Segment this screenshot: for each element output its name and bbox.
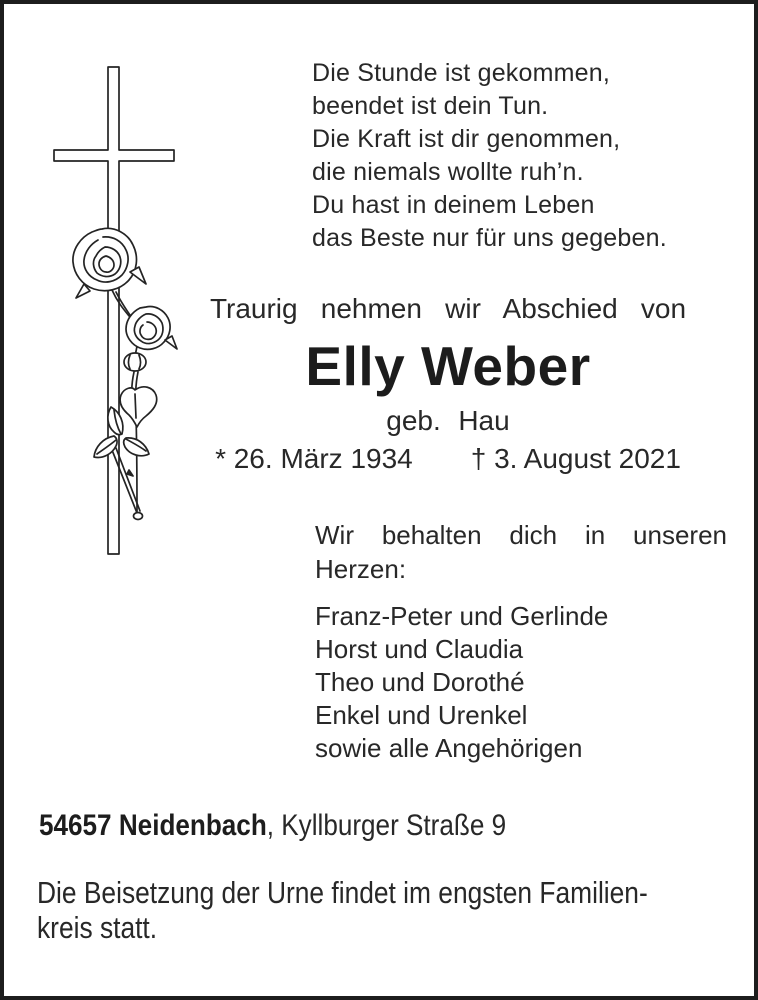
heading-block <box>172 293 724 474</box>
address-line <box>39 810 506 842</box>
funeral-note-line: Die Beisetzung der Urne findet im engsten Familien- <box>37 875 648 910</box>
address-street: , Kyllburger Straße 9 <box>266 809 507 842</box>
mourner-line: Franz-Peter und Gerlinde <box>315 601 609 631</box>
farewell-text: Wir behalten dich in unseren Herzen: <box>315 520 727 584</box>
poem-line: beendet ist dein Tun. <box>312 92 549 120</box>
mourner-line: Horst und Claudia <box>315 634 524 664</box>
birth-date: * 26. März 1934 <box>215 443 413 474</box>
deceased-name: Elly Weber <box>305 335 591 397</box>
poem-line: die niemals wollte ruh’n. <box>312 158 584 186</box>
poem-line: Du hast in deinem Leben <box>312 191 595 219</box>
maiden-name: geb. Hau <box>386 405 510 436</box>
poem <box>312 57 667 255</box>
death-date: † 3. August 2021 <box>470 443 681 474</box>
farewell-intro: Traurig nehmen wir Abschied von <box>209 293 687 324</box>
poem-line: das Beste nur für uns gegeben. <box>312 224 667 252</box>
mourner-line: Enkel und Urenkel <box>315 700 528 730</box>
life-dates <box>172 444 724 474</box>
address-city: 54657 Neidenbach <box>39 809 267 842</box>
funeral-note <box>37 875 648 945</box>
poem-line: Die Kraft ist dir genommen, <box>312 125 621 153</box>
poem-line: Die Stunde ist gekommen, <box>312 59 611 87</box>
mourner-line: sowie alle Angehörigen <box>315 733 583 763</box>
mourner-line: Theo und Dorothé <box>315 667 525 697</box>
funeral-note-line: kreis statt. <box>37 910 158 945</box>
mourners-list <box>315 600 608 765</box>
